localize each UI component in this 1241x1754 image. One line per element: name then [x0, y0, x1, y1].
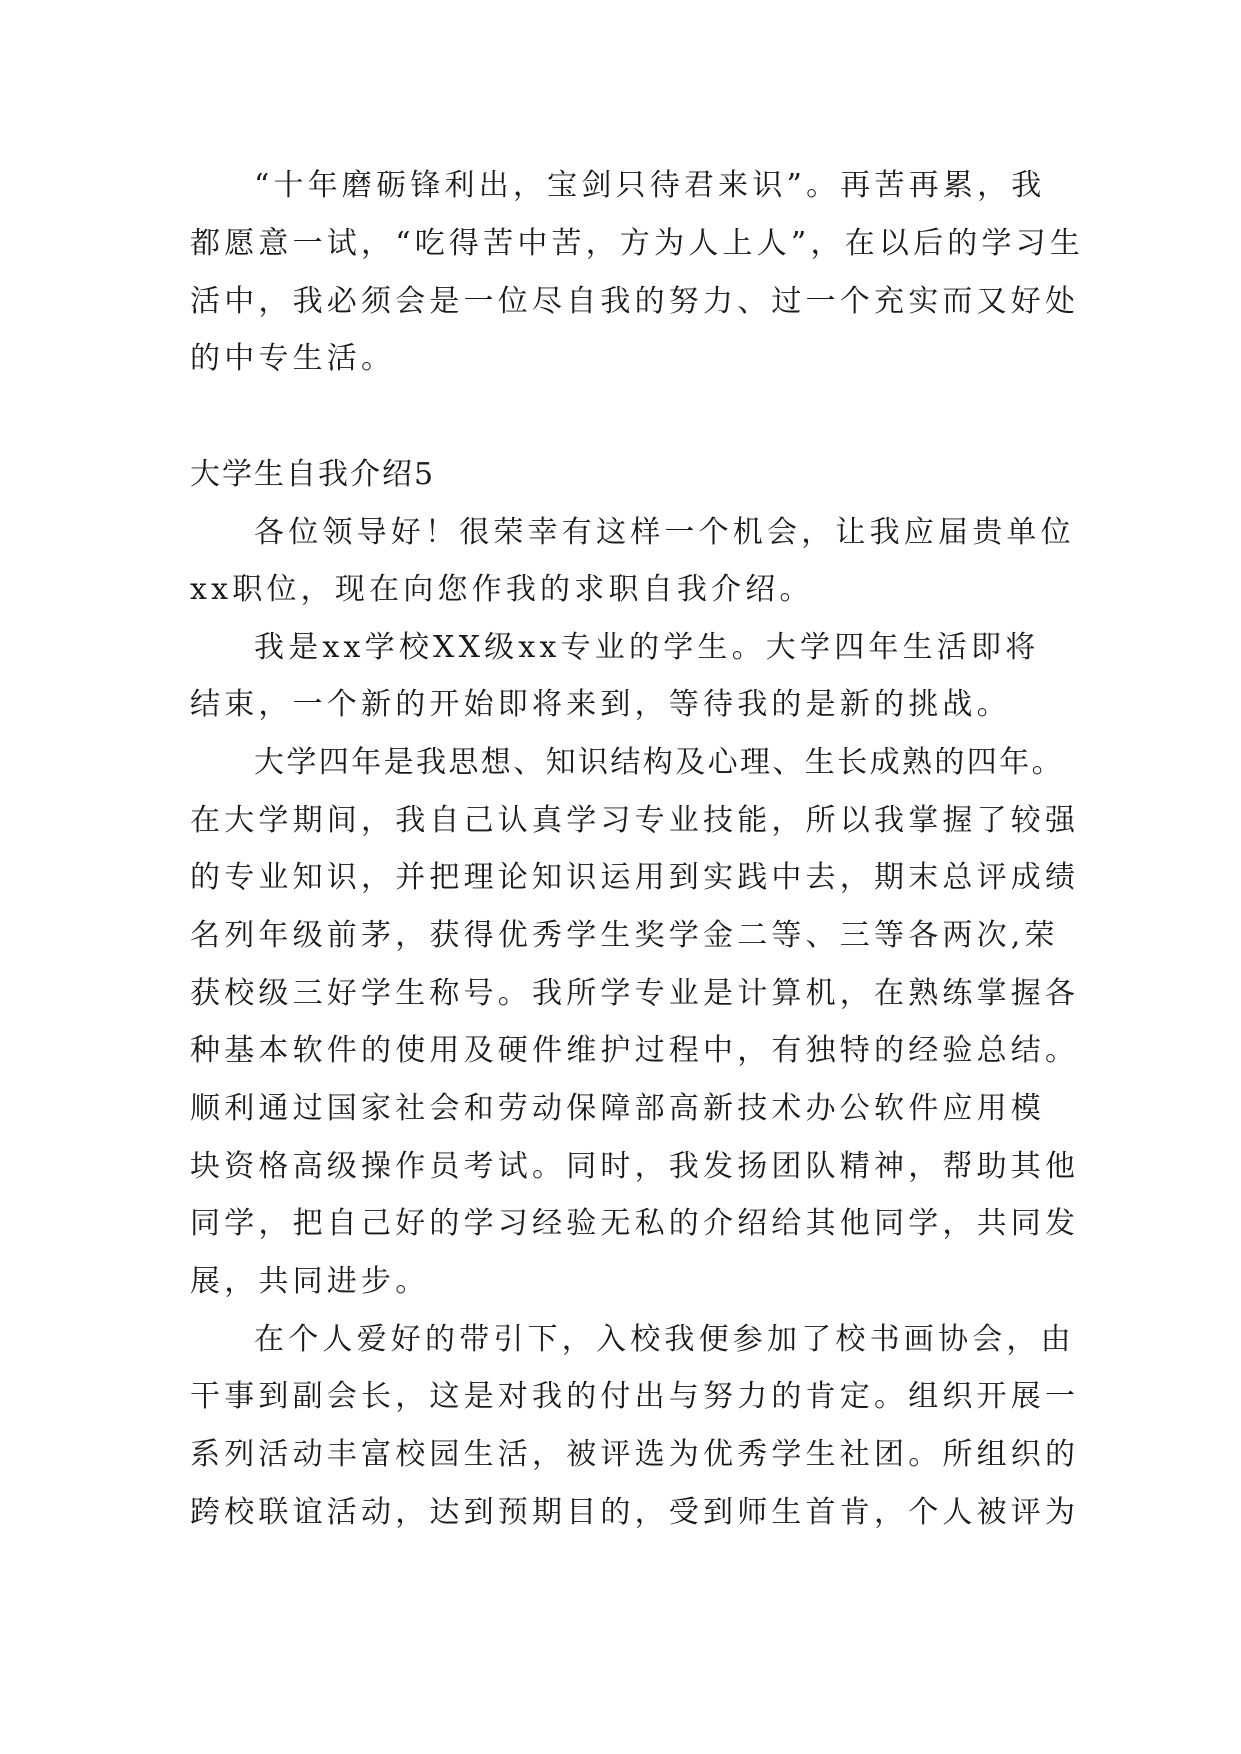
paragraph-line: 块资格高级操作员考试。同时，我发扬团队精神，帮助其他 [190, 1149, 1080, 1184]
paragraph-line: 跨校联谊活动，达到预期目的，受到师生首肯，个人被评为 [190, 1495, 1080, 1530]
paragraph-line: 各位领导好！很荣幸有这样一个机会，让我应届贵单位 [254, 515, 1075, 550]
paragraph-line: 的中专生活。 [190, 341, 396, 376]
paragraph-line: xx职位，现在向您作我的求职自我介绍。 [190, 572, 814, 607]
paragraph-line: 获校级三好学生称号。我所学专业是计算机，在熟练掌握各 [190, 976, 1080, 1011]
paragraph-line: 名列年级前茅，获得优秀学生奖学金二等、三等各两次,荣 [190, 918, 1059, 953]
paragraph-line: 大学四年是我思想、知识结构及心理、生长成熟的四年。 [254, 745, 1064, 780]
paragraph-line: 干事到副会长，这是对我的付出与努力的肯定。组织开展一 [190, 1379, 1080, 1414]
paragraph-line: 在大学期间，我自己认真学习专业技能，所以我掌握了较强 [190, 803, 1080, 838]
paragraph-line: 结束，一个新的开始即将来到，等待我的是新的挑战。 [190, 687, 1011, 722]
paragraph-line: 顺利通过国家社会和劳动保障部高新技术办公软件应用模 [190, 1091, 1045, 1126]
paragraph-line: 我是xx学校XX级xx专业的学生。大学四年生活即将 [254, 630, 1040, 665]
paragraph-line: “十年磨砺锋利出，宝剑只待君来识”。再苦再累，我 [254, 168, 1046, 203]
paragraph-line: 活中，我必须会是一位尽自我的努力、过一个充实而又好处 [190, 284, 1080, 319]
paragraph-line: 同学，把自己好的学习经验无私的介绍给其他同学，共同发 [190, 1206, 1080, 1241]
paragraph-line: 都愿意一试，“吃得苦中苦，方为人上人”，在以后的学习生 [190, 226, 1085, 261]
paragraph-line: 种基本软件的使用及硬件维护过程中，有独特的经验总结。 [190, 1033, 1080, 1068]
paragraph-line: 在个人爱好的带引下，入校我便参加了校书画协会，由 [254, 1322, 1075, 1357]
section-heading: 大学生自我介绍5 [190, 457, 436, 492]
paragraph-line: 系列活动丰富校园生活，被评选为优秀学生社团。所组织的 [190, 1437, 1080, 1472]
paragraph-line: 的专业知识，并把理论知识运用到实践中去，期末总评成绩 [190, 860, 1080, 895]
paragraph-line: 展，共同进步。 [190, 1264, 430, 1299]
